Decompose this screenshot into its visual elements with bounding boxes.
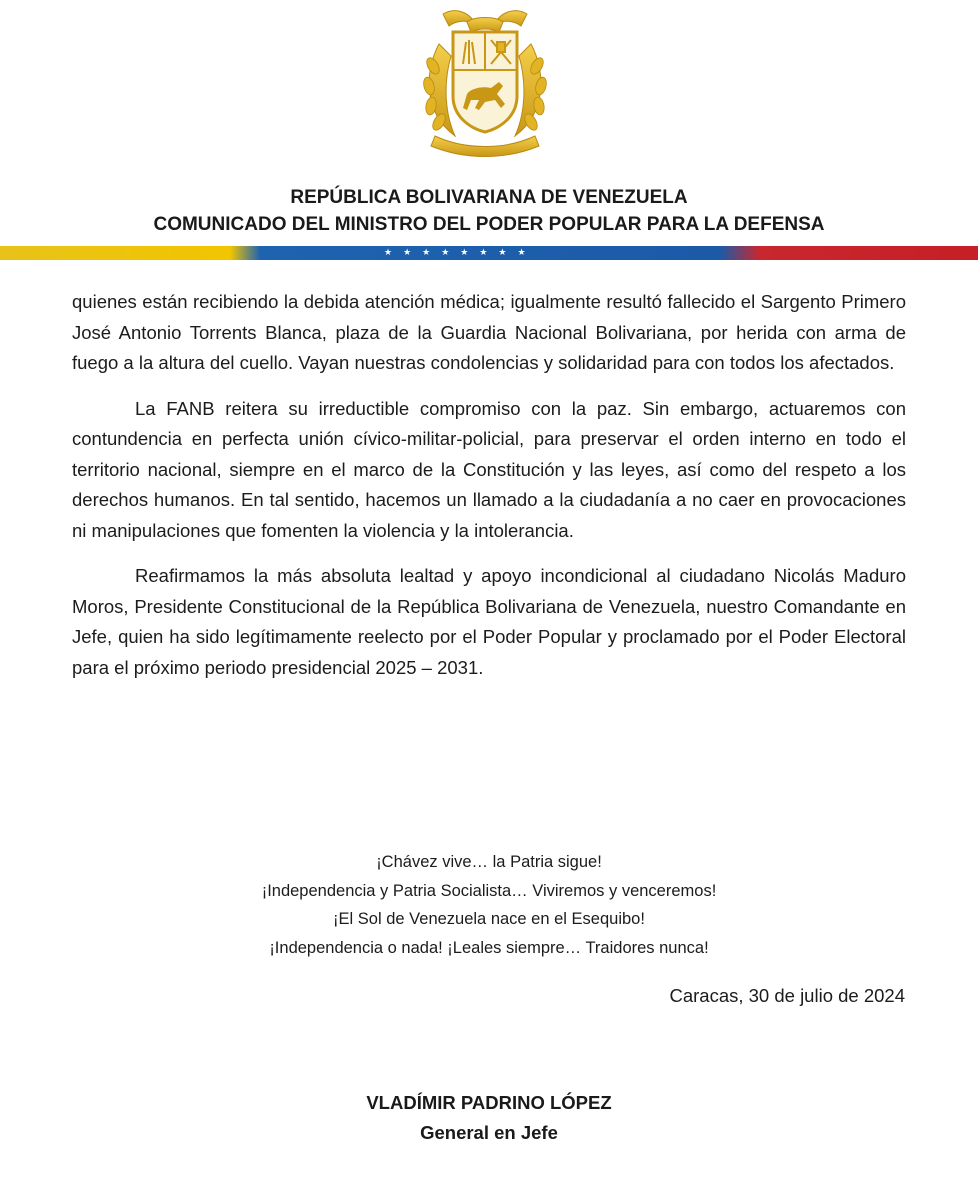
coat-of-arms-icon <box>405 4 565 164</box>
signature-block <box>0 1088 978 1148</box>
body-paragraph-3: Reafirmamos la más absoluta lealtad y apoyo incondicional al ciudadano Nicolás Maduro Moros, Presidente Constitucional de la República Bolivariana de Venezuela, nuestro Comandante en Jefe, quien ha sido legítimamente reelecto por el Poder Popular y proclamado por el Poder Electoral para el próximo periodo presidencial 2025 – 2031. <box>72 565 906 678</box>
slogan-line: ¡Independencia y Patria Socialista… Viviremos y venceremos! <box>261 881 717 900</box>
document-header <box>0 184 978 238</box>
body-paragraph-1: quienes están recibiendo la debida atención médica; igualmente resultó fallecido el Sargento Primero José Antonio Torrents Blanca, plaza de la Guardia Nacional Bolivariana, por herida con arma de fuego a la altura del cuello. Vayan nuestras condolencias y solidaridad para con todos los afectados. <box>72 291 906 373</box>
flag-stars: ★★★★★★★★ <box>384 248 537 258</box>
date-line: Caracas, 30 de julio de 2024 <box>669 985 905 1006</box>
slogan-line: ¡Independencia o nada! ¡Leales siempre… Traidores nunca! <box>269 938 709 957</box>
communique-title: COMUNICADO DEL MINISTRO DEL PODER POPULAR PARA LA DEFENSA <box>153 214 825 235</box>
coat-of-arms-graphic <box>405 4 565 164</box>
slogan-line: ¡Chávez vive… la Patria sigue! <box>376 853 602 871</box>
signatory-name: VLADÍMIR PADRINO LÓPEZ <box>366 1092 612 1113</box>
communique-body <box>72 287 906 698</box>
slogan-line: ¡El Sol de Venezuela nace en el Esequibo! <box>333 910 645 928</box>
republic-title: REPÚBLICA BOLIVARIANA DE VENEZUELA <box>290 187 688 208</box>
body-paragraph-2: La FANB reitera su irreductible compromiso con la paz. Sin embargo, actuaremos con contundencia en perfecta unión cívico-militar-policial, para preservar el orden interno en todo el territorio nacional, siempre en el marco de la Constitución y las leyes, así como del respeto a los derechos humanos. En tal sentido, hacemos un llamado a la ciudadanía a no caer en provocaciones ni manipulaciones que fomenten la violencia y la intolerancia. <box>72 397 906 541</box>
closing-slogans <box>0 848 978 962</box>
flag-color-band <box>0 246 978 260</box>
signatory-rank: General en Jefe <box>420 1122 558 1143</box>
